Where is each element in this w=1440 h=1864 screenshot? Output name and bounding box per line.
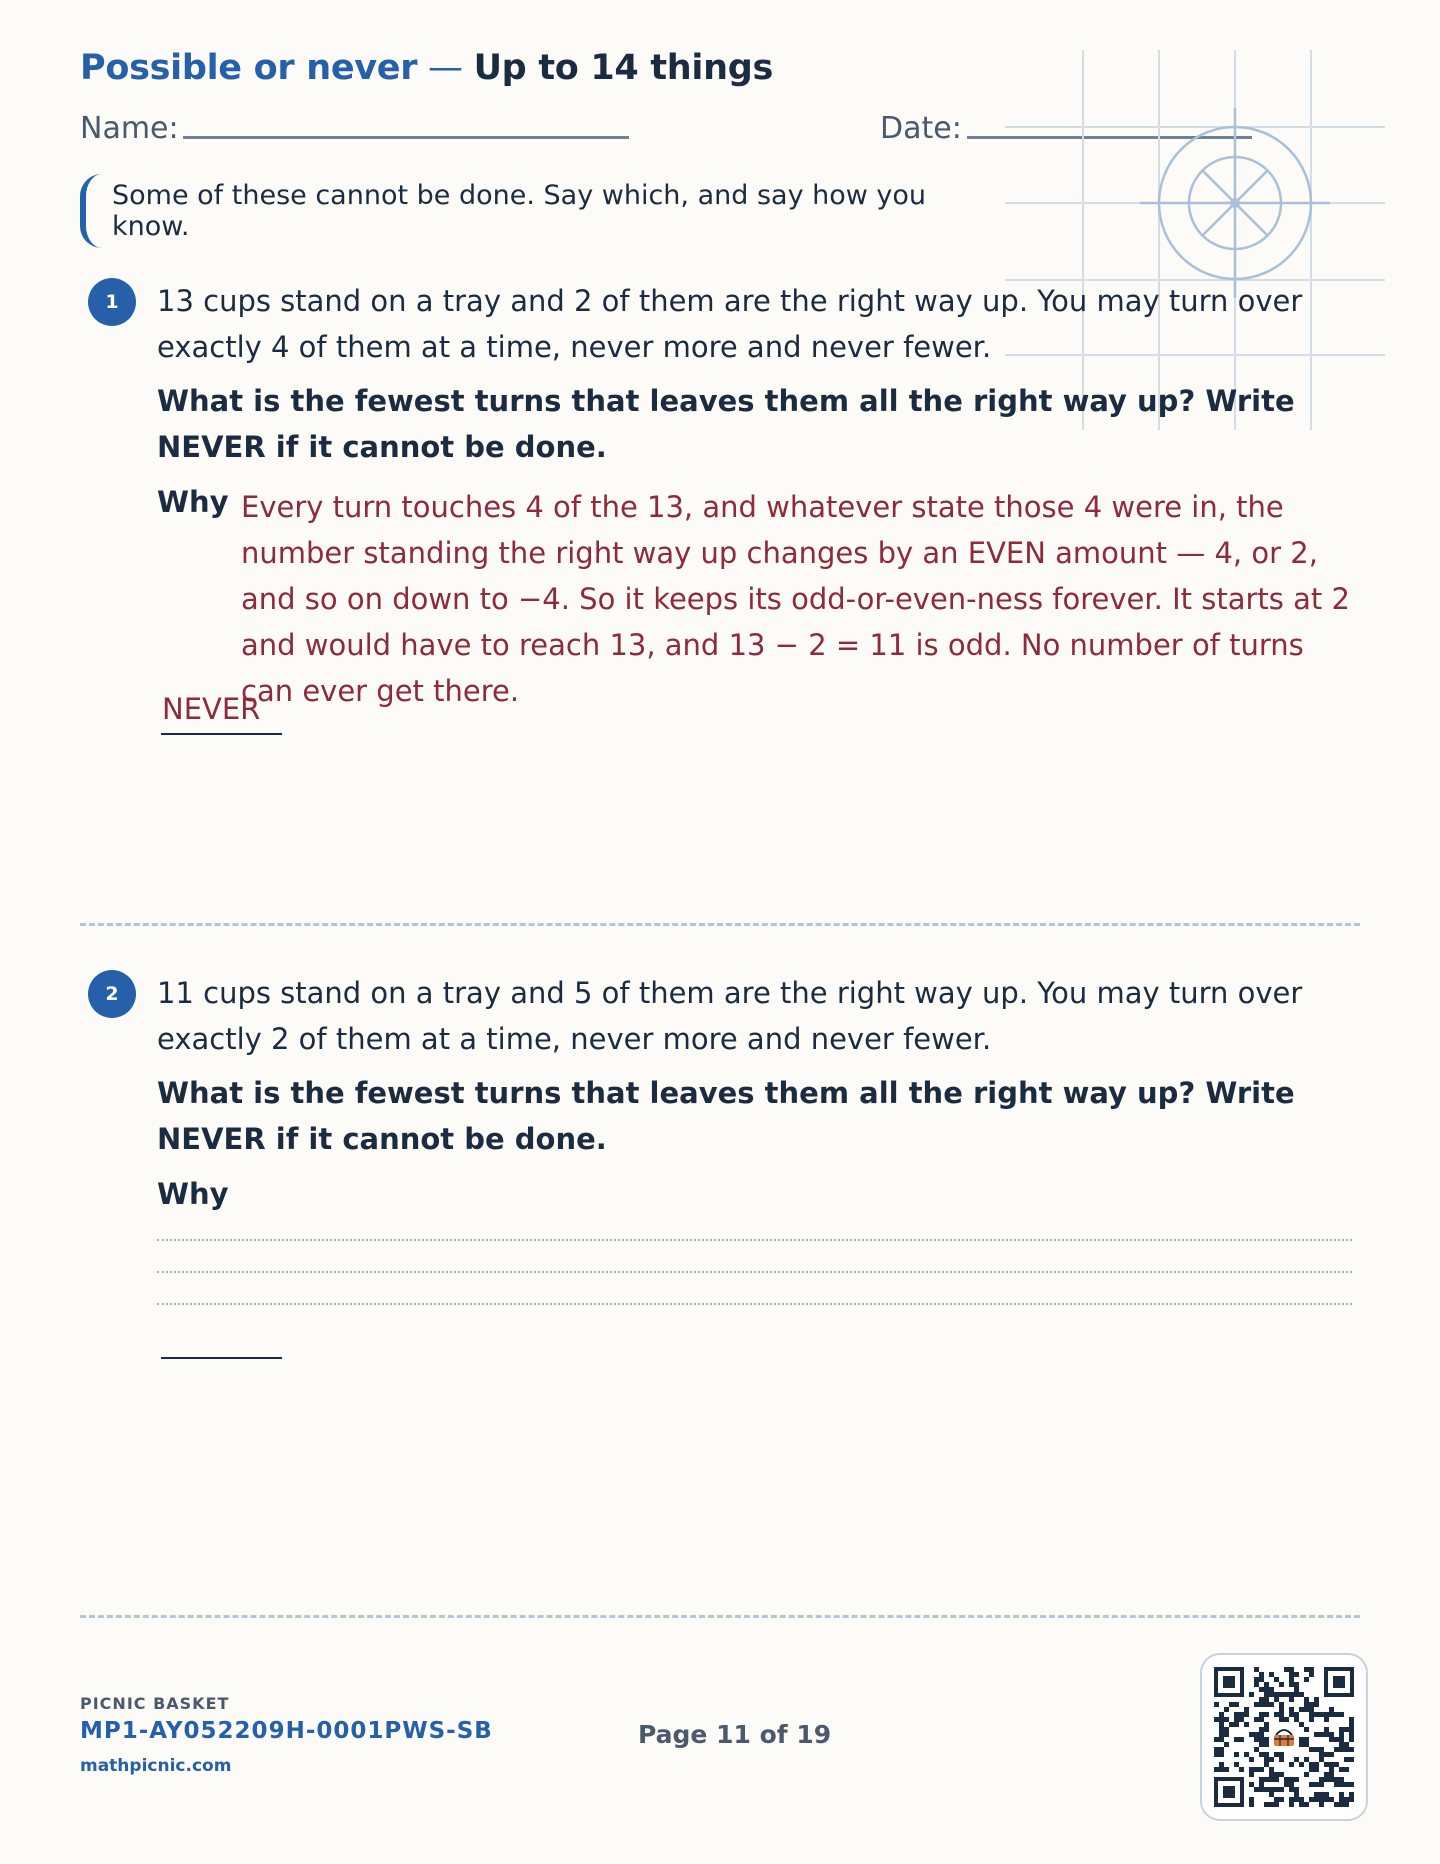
question-1-answer: NEVER	[162, 692, 261, 726]
worksheet-title	[80, 48, 773, 88]
question-2-text: 11 cups stand on a tray and 5 of them are the right way up. You may turn over exactly 2 of them at a time, never more and never fewer.	[157, 976, 1303, 1056]
title-topic: Possible or never	[80, 48, 418, 88]
instruction-text: Some of these cannot be done. Say which, and say how you know.	[112, 180, 927, 242]
question-1-number: 1	[88, 278, 136, 326]
qr-code-pattern	[1214, 1667, 1354, 1807]
question-2-prompt: What is the fewest turns that leaves them all the right way up? Write NEVER if it cannot be done.	[157, 1076, 1295, 1156]
qr-code	[1200, 1653, 1368, 1821]
footer-site: mathpicnic.com	[80, 1756, 232, 1776]
question-1-answer-line[interactable]	[161, 733, 282, 735]
question-2-why-label: Why	[157, 1177, 229, 1211]
question-2-answer-line[interactable]	[161, 1357, 282, 1359]
date-label: Date:	[880, 111, 962, 146]
question-1-prompt: What is the fewest turns that leaves them all the right way up? Write NEVER if it cannot be done.	[157, 384, 1295, 464]
question-2-number: 2	[88, 970, 136, 1018]
question-1-text: 13 cups stand on a tray and 2 of them are the right way up. You may turn over exactly 4 of them at a time, never more and never fewer.	[157, 284, 1303, 364]
title-dash: —	[417, 48, 474, 88]
question-2-why-line-1[interactable]	[157, 1239, 1352, 1241]
question-1-why-text: Every turn touches 4 of the 13, and whatever state those 4 were in, the number standing the right way up changes by an EVEN amount — 4, or 2, and so on down to −4. So it keeps its odd-or-even-ness forever. It starts at 2 and would have to reach 13, and 13 − 2 = 11 is odd. No number of turns can ever get there.	[241, 490, 1350, 708]
question-2-why-line-3[interactable]	[157, 1303, 1352, 1305]
name-field[interactable]	[183, 136, 629, 139]
name-label: Name:	[80, 111, 179, 146]
question-1-why-label: Why	[157, 485, 229, 519]
section-divider	[80, 923, 1360, 926]
footer-brand: PICNIC BASKET	[80, 1694, 230, 1713]
footer-divider	[80, 1615, 1360, 1618]
instruction-callout	[80, 174, 960, 248]
page-number: Page 11 of 19	[638, 1720, 832, 1749]
question-2-why-line-2[interactable]	[157, 1271, 1352, 1273]
title-level: Up to 14 things	[473, 48, 774, 88]
footer-code: MP1-AY052209H-0001PWS-SB	[80, 1718, 493, 1744]
